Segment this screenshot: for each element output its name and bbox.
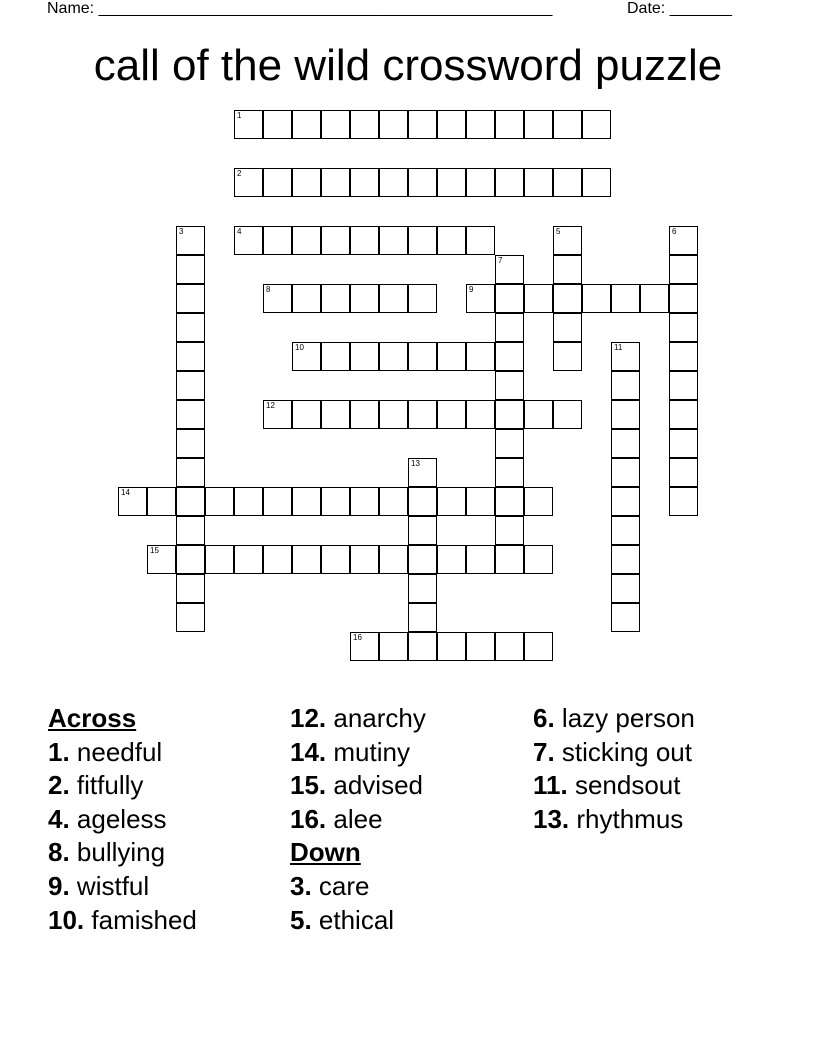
clue-item [48,736,288,770]
clue-number: 6. [533,703,555,733]
cell-number: 15 [150,546,159,555]
clue-item [533,702,773,736]
clue-number: 7. [533,736,555,767]
clue-text: sticking out [554,736,692,767]
clue-number: 15. [290,770,327,801]
page-title: call of the wild crossword puzzle [93,41,723,90]
clue-text: rhythmus [569,803,684,834]
clue-item [290,803,530,837]
clue-number: 10. [48,904,85,935]
cell-number: 6 [672,227,677,236]
clue-number: 1. [48,736,70,767]
clue-text: lazy person [554,703,695,733]
clue-heading [290,836,530,870]
clue-number: 3. [290,870,312,901]
clue-item [533,736,773,770]
clue-item [290,870,530,904]
clue-item [290,904,530,938]
clue-text: advised [326,770,423,801]
clue-heading-text: Down [290,837,361,868]
clue-text: care [311,870,370,901]
clue-text: wistful [69,870,150,901]
clue-heading [48,702,288,736]
clue-item [533,769,773,803]
clues-column-2 [290,702,530,937]
cell-number: 10 [295,343,304,352]
name-field-label: Name: ___________________________________________________ [47,0,553,17]
cell-number: 9 [469,285,474,294]
clue-item [290,702,530,736]
cell-number: 14 [121,488,130,497]
clue-number: 5. [290,904,312,935]
clue-number: 8. [48,837,70,868]
cell-number: 16 [353,633,362,642]
clue-text: ageless [69,803,167,834]
clue-item [48,803,288,837]
clue-text: mutiny [326,736,410,767]
cell-number: 2 [237,169,242,178]
cell-number: 7 [498,256,503,265]
clue-heading-text: Across [48,703,137,733]
clues-column-1 [48,702,288,937]
cell-number: 12 [266,401,275,410]
clue-text: ethical [311,904,395,935]
clue-text: alee [326,803,383,834]
clue-item [48,769,288,803]
clue-text: sendsout [567,770,681,801]
clue-text: anarchy [326,703,426,733]
clues-column-3 [533,702,773,836]
clue-number: 16. [290,803,327,834]
clue-item [290,769,530,803]
clue-item [48,904,288,938]
cell-number: 3 [179,227,184,236]
cell-number: 4 [237,227,242,236]
clue-item [48,870,288,904]
clue-number: 13. [533,803,570,834]
clue-number: 9. [48,870,70,901]
cell-number: 1 [237,111,242,120]
clue-item [48,836,288,870]
clue-text: fitfully [69,770,144,801]
date-field-label: Date: _______ [627,0,732,17]
clue-number: 11. [533,770,568,801]
clue-text: needful [69,736,163,767]
cell-number: 13 [411,459,420,468]
clue-number: 4. [48,803,70,834]
clue-number: 2. [48,770,70,801]
clue-number: 14. [290,736,327,767]
cell-number: 11 [614,343,623,352]
clue-text: bullying [69,837,166,868]
clue-text: famished [84,904,197,935]
clue-item [533,803,773,837]
clue-item [290,736,530,770]
clue-number: 12. [290,703,327,733]
cell-number: 5 [556,227,561,236]
cell-number: 8 [266,285,271,294]
